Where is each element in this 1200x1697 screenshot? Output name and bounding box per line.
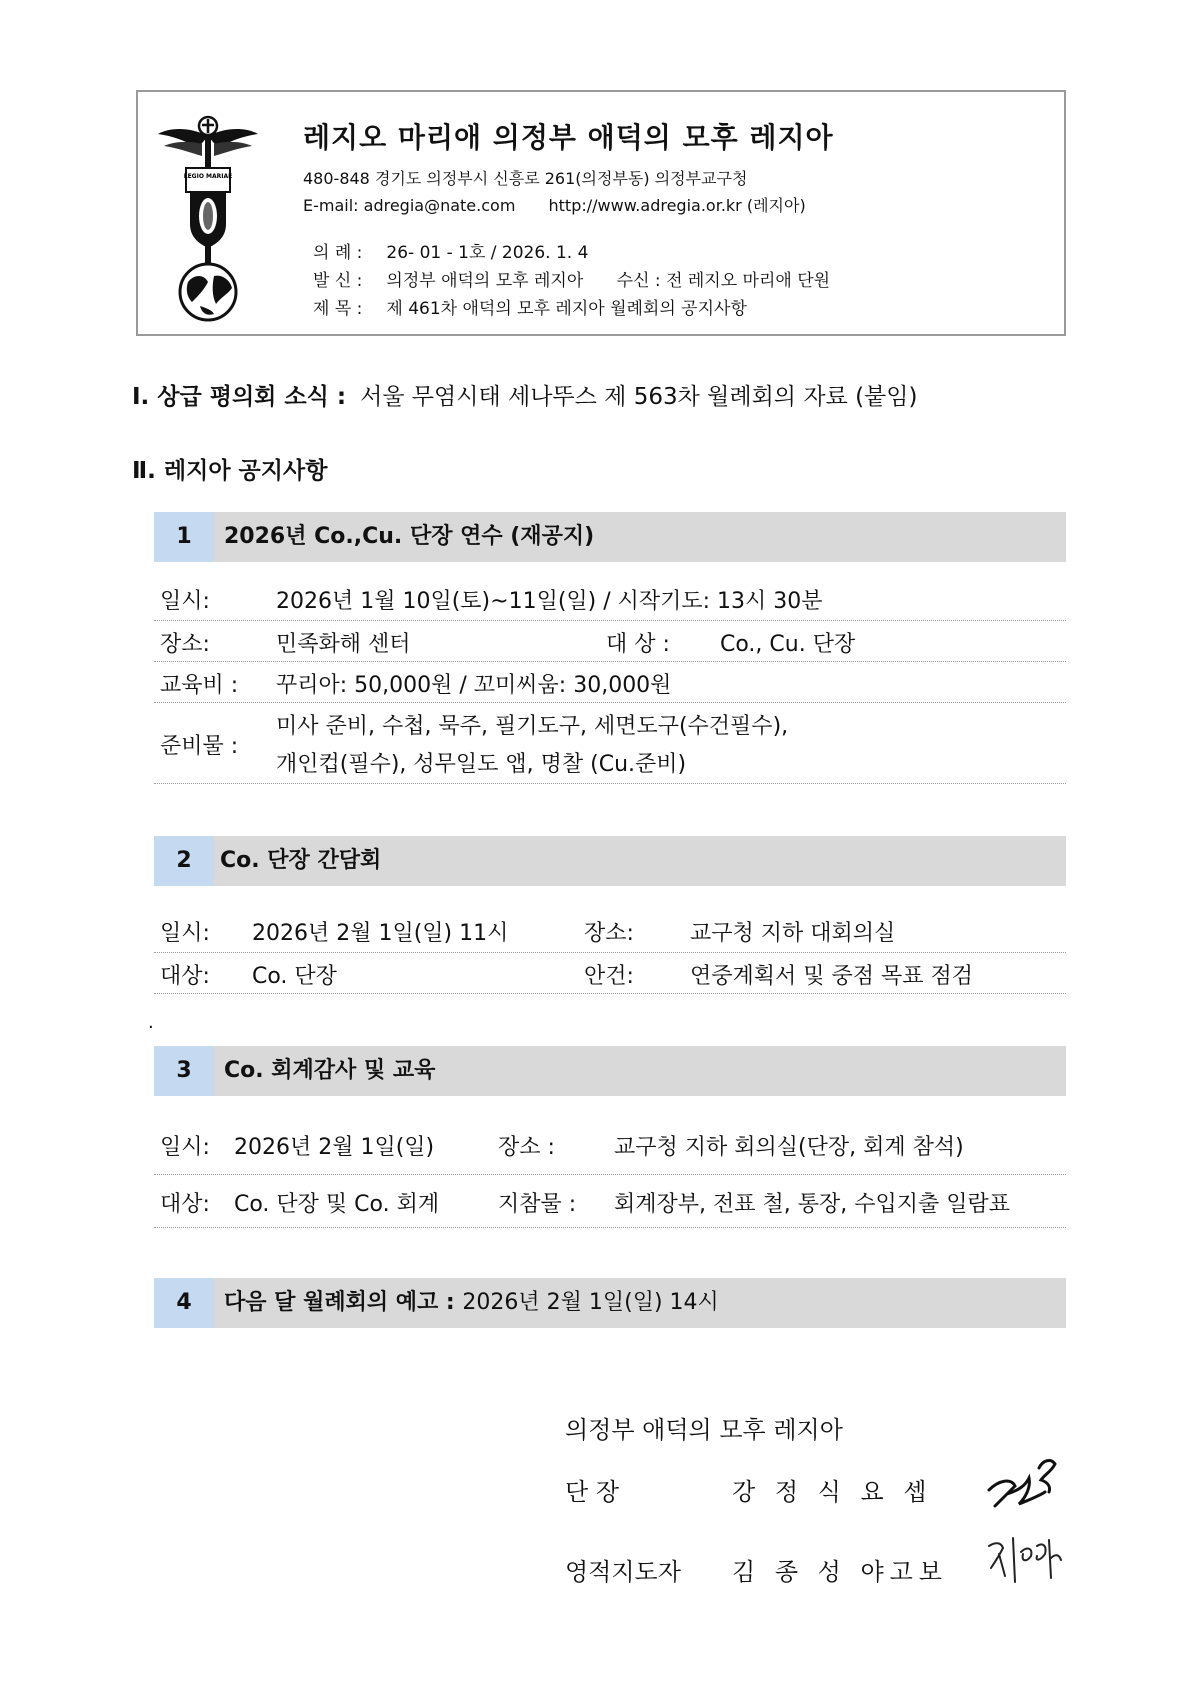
emblem-text-legio: LEGIO MARIAE (183, 173, 233, 180)
section-1-text: 서울 무염시태 세나뚜스 제 563차 월례회의 자료 (붙임) (360, 384, 918, 410)
sender-line (313, 266, 830, 291)
notice-3-title: Co. 회계감사 및 교육 (224, 1058, 436, 1083)
receiver-value: 전 레지오 마리애 단원 (666, 271, 831, 291)
notice-1-target-label: 대 상 : (606, 632, 670, 657)
notice-3-target-row (154, 1175, 1066, 1228)
doc-number-line (313, 238, 588, 263)
notice-2-place-label: 장소: (584, 921, 634, 946)
notice-2-header (154, 836, 1066, 886)
org-website: http://www.adregia.or.kr (레지아) (548, 196, 806, 215)
notice-2-agenda-value: 연중계획서 및 중점 목표 점검 (690, 964, 973, 989)
notice-1-number: 1 (154, 512, 214, 562)
letterhead-box (136, 90, 1066, 336)
section-1-title: Ⅰ. 상급 평의회 소식 : (132, 384, 347, 410)
section-1-heading (132, 378, 917, 411)
notice-3-items-value: 회계장부, 전표 철, 통장, 수입지출 일람표 (614, 1192, 1010, 1217)
subject-line (313, 294, 747, 319)
notice-1-place-value: 민족화해 센터 (276, 632, 411, 657)
notice-3-number: 3 (154, 1046, 214, 1096)
notice-1-prep-label: 준비물 : (160, 734, 239, 759)
notice-2-title: Co. 단장 간담회 (220, 848, 382, 873)
notice-1-date-row (154, 580, 1066, 621)
notice-3-header (154, 1046, 1066, 1096)
notice-1-fee-value: 꾸리아: 50,000원 / 꼬미씨움: 30,000원 (276, 673, 672, 698)
stray-mark: . (148, 1012, 154, 1033)
sender-label: 발 신 : (313, 271, 363, 291)
notice-2-date-value: 2026년 2월 1일(일) 11시 (252, 921, 509, 946)
org-email: E-mail: adregia@nate.com (303, 196, 516, 215)
notice-3-date-value: 2026년 2월 1일(일) (234, 1135, 435, 1160)
notice-3-date-label: 일시: (160, 1135, 210, 1160)
handwritten-signature-2 (985, 1532, 1065, 1592)
signature-org: 의정부 애덕의 모후 레지아 (565, 1416, 843, 1444)
notice-4-title-value: 2026년 2월 1일(일) 14시 (462, 1290, 719, 1315)
notice-3-target-value: Co. 단장 및 Co. 회계 (234, 1192, 440, 1217)
notice-1-fee-row (154, 662, 1066, 703)
signature-name-1: 강 정 식 요 셉 (732, 1478, 933, 1506)
signature-role-1: 단 장 (565, 1478, 619, 1506)
notice-1-place-label: 장소: (160, 632, 210, 657)
notice-1-prep-row (154, 703, 1066, 784)
notice-2-number: 2 (154, 836, 214, 886)
notice-3-items-label: 지참물 : (498, 1192, 577, 1217)
notice-1-date-label: 일시: (160, 589, 210, 614)
notice-1-fee-label: 교육비 : (160, 673, 239, 698)
notice-1-date-value: 2026년 1월 10일(토)~11일(일) / 시작기도: 13시 30분 (276, 589, 823, 614)
notice-2-target-row (154, 953, 1066, 994)
signature-role-2: 영적지도자 (565, 1558, 681, 1586)
subject-label: 제 목 : (313, 299, 363, 319)
notice-2-target-label: 대상: (160, 964, 210, 989)
subject-value: 제 461차 애덕의 모후 레지아 월례회의 공지사항 (386, 299, 747, 319)
notice-2-date-row (154, 912, 1066, 953)
section-2-title: Ⅱ. 레지아 공지사항 (132, 458, 328, 484)
doc-number-value: 26- 01 - 1호 / 2026. 1. 4 (386, 243, 589, 263)
notice-4-title-line (224, 1278, 719, 1328)
doc-number-label: 의 례 : (313, 243, 363, 263)
notice-4-number: 4 (154, 1278, 214, 1328)
notice-3-target-label: 대상: (160, 1192, 210, 1217)
notice-2-agenda-label: 안건: (584, 964, 634, 989)
org-address: 480-848 경기도 의정부시 신흥로 261(의정부동) 의정부교구청 (303, 169, 748, 188)
org-title: 레지오 마리애 의정부 애덕의 모후 레지아 (303, 121, 834, 154)
notice-1-prep-line2: 개인컵(필수), 성무일도 앱, 명찰 (Cu.준비) (276, 752, 687, 777)
notice-1-target-value: Co., Cu. 단장 (720, 632, 856, 657)
notice-2-date-label: 일시: (160, 921, 210, 946)
receiver-label: 수신 : (616, 271, 661, 291)
notice-1-header (154, 512, 1066, 562)
notice-2-place-value: 교구청 지하 대회의실 (690, 921, 896, 946)
org-contact (303, 193, 806, 216)
notice-1-place-row (154, 621, 1066, 662)
signature-name-2: 김 종 성 야고보 (732, 1558, 948, 1586)
notice-2-target-value: Co. 단장 (252, 964, 337, 989)
handwritten-signature-1 (985, 1450, 1065, 1512)
legio-mariae-emblem (158, 106, 258, 322)
notice-3-place-label: 장소 : (498, 1135, 555, 1160)
notice-4-header (154, 1278, 1066, 1328)
notice-3-date-row (154, 1122, 1066, 1175)
notice-1-prep-line1: 미사 준비, 수첩, 묵주, 필기도구, 세면도구(수건필수), (276, 714, 789, 739)
sender-value: 의정부 애덕의 모후 레지아 (386, 271, 584, 291)
notice-1-title: 2026년 Co.,Cu. 단장 연수 (재공지) (224, 524, 595, 549)
notice-3-place-value: 교구청 지하 회의실(단장, 회계 참석) (614, 1135, 964, 1160)
notice-4-title: 다음 달 월례회의 예고 : (224, 1290, 455, 1315)
